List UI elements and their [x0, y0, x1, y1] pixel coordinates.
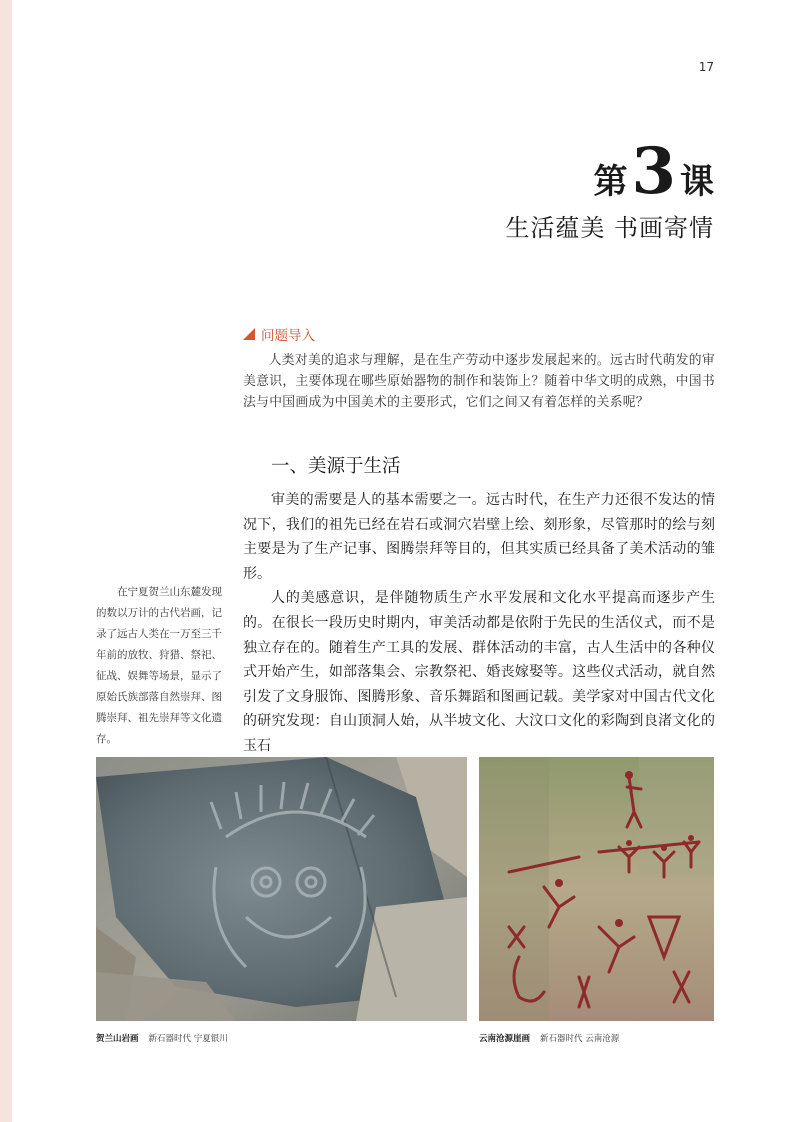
figure-caption — [96, 1032, 228, 1044]
body-paragraph: 人的美感意识，是伴随物质生产水平发展和文化水平提高而逐步产生的。在很长一段历史时期内，审美活动都是依附于先民的生活仪式，而不是独立存在的。随着生产工具的发展、群体活动的丰富，古人生活中的各种仪式开始产生，如部落集会、宗教祭祀、婚丧嫁娶等。这些仪式活动，就自然引发了文身服饰、图腾形象、音乐舞蹈和图画记载。美学家对中国古代文化的研究发现：自山顶洞人始，从半坡文化、大汶口文化的彩陶到良渚文化的玉石 — [243, 590, 715, 754]
helan-rock-art-image — [96, 757, 467, 1021]
side-note: 在宁夏贺兰山东麓发现的数以万计的古代岩画，记录了远古人类在一万至三千年前的放牧、狩猎、祭祀、征战、娱舞等场景，显示了原始氏族部落自然崇拜、图腾崇拜、祖先崇拜等文化遗存。 — [96, 586, 222, 745]
helan-rock-art-photo — [96, 757, 467, 1021]
body-paragraph: 审美的需要是人的基本需要之一。远古时代，在生产力还很不发达的情况下，我们的祖先已经在岩石或洞穴岩壁上绘、刻形象，尽管那时的绘与刻主要是为了生产记事、图腾崇拜等目的，但其实质已经具备了美术活动的雏形。 — [243, 492, 715, 582]
lesson-prefix: 第 — [593, 162, 628, 202]
intro-label — [243, 324, 715, 344]
cangyuan-cliff-painting-photo — [479, 757, 714, 1021]
triangle-marker-icon — [243, 328, 255, 340]
intro-label-text: 问题导入 — [261, 328, 315, 344]
figure-caption-title: 云南沧源崖画 — [479, 1034, 531, 1044]
intro-box — [243, 324, 715, 413]
body-text — [243, 488, 715, 759]
cangyuan-cliff-painting-image — [479, 757, 714, 1021]
lesson-heading — [505, 134, 714, 243]
section-heading: 一、美源于生活 — [271, 456, 401, 477]
intro-text: 人类对美的追求与理解，是在生产劳动中逐步发展起来的。远古时代萌发的审美意识，主要体现在哪些原始器物的制作和装饰上？随着中华文明的成熟，中国书法与中国画成为中国美术的主要形式，它们之间又有着怎样的关系呢？ — [243, 353, 715, 410]
lesson-number-line — [505, 134, 714, 209]
lesson-number: 3 — [631, 134, 676, 209]
figure-caption-detail: 新石器时代 云南沧源 — [540, 1034, 620, 1044]
figure-caption-detail: 新石器时代 宁夏银川 — [148, 1034, 228, 1044]
page-side-band — [0, 0, 12, 1122]
figure-caption — [479, 1032, 619, 1044]
lesson-title: 生活蕴美 书画寄情 — [505, 214, 714, 242]
lesson-suffix: 课 — [680, 162, 714, 202]
page-number: 17 — [698, 60, 714, 74]
figure-caption-title: 贺兰山岩画 — [96, 1034, 139, 1044]
